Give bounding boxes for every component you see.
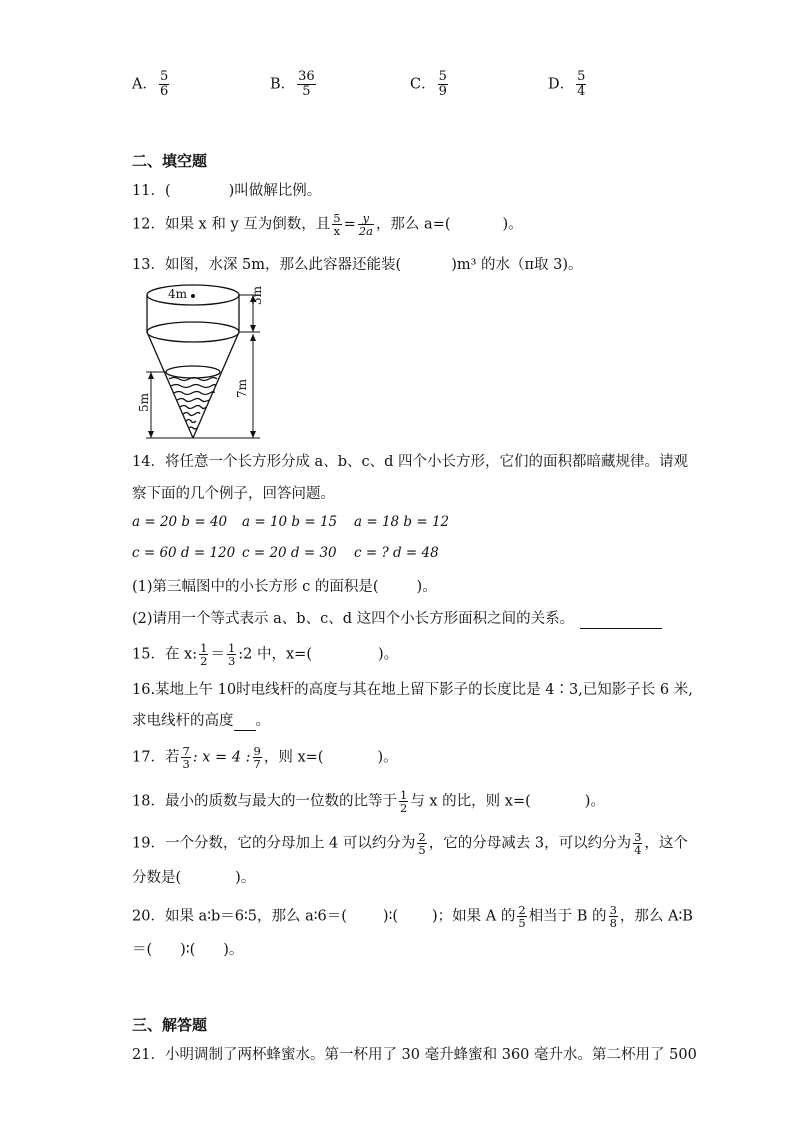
question-16-line-2: 求电线杆的高度 。 bbox=[132, 713, 270, 729]
question-14-sub-1: (1)第三幅图中的小长方形 c 的面积是( )。 bbox=[132, 579, 437, 595]
figure-label-radius: 4m bbox=[168, 287, 188, 301]
section-heading-fill-in: 二、填空题 bbox=[132, 152, 208, 170]
question-12: 12．如果 x 和 y 互为倒数，且 $\frac{5}{x}$ = $\frac{y}{2a}$ ，那么 a=( )。 bbox=[132, 211, 523, 238]
choice-a: A． $\frac{5}{6}$ bbox=[132, 69, 169, 99]
question-14-sub-2: (2)请用一个等式表示 a、b、c、d 这四个小长方形面积之间的关系。 bbox=[132, 609, 662, 629]
question-18: 18．最小的质数与最大的一位数的比等于 $\frac{1}{2}$ 与 x 的比，则 x=( )。 bbox=[132, 788, 605, 815]
question-20-line-1: 20．如果 a∶b＝6∶5，那么 a∶6＝( )∶( )；如果 A 的 $\frac{2}{5}$ 相当于 B 的 $\frac{3}{8}$ ，那么 A∶B bbox=[132, 903, 693, 930]
question-11: 11．( )叫做解比例。 bbox=[132, 183, 322, 199]
question-19-line-2: 分数是( )。 bbox=[132, 870, 256, 886]
example-2-bottom: c = 20 d = 30 bbox=[242, 545, 337, 561]
example-2-top: a = 10 b = 15 bbox=[242, 514, 338, 530]
example-3-bottom: c = ? d = 48 bbox=[354, 545, 439, 561]
example-1-top: a = 20 b = 40 bbox=[132, 514, 228, 530]
section-heading-solutions: 三、解答题 bbox=[132, 1016, 208, 1034]
container-figure bbox=[136, 282, 276, 444]
question-20-line-2: ＝( )∶( )。 bbox=[132, 942, 244, 958]
question-14-line-2: 察下面的几个例子，回答问题。 bbox=[132, 486, 335, 502]
figure-label-water-depth: 5m bbox=[137, 392, 151, 412]
example-3-top: a = 18 b = 12 bbox=[354, 514, 450, 530]
question-16-line-1: 16.某地上午 10时电线杆的高度与其在地上留下影子的长度比是 4∶3,已知影子长 6 米, bbox=[132, 682, 693, 698]
figure-label-cone-height: 7m bbox=[235, 378, 249, 398]
figure-label-cylinder-height: 3m bbox=[250, 285, 264, 305]
question-14-line-1: 14．将任意一个长方形分成 a、b、c、d 四个小长方形，它们的面积都暗藏规律。请观 bbox=[132, 454, 688, 470]
question-17: 17．若 $\frac{7}{3}$ : x = 4 : $\frac{9}{7}$ ，则 x=( )。 bbox=[132, 744, 398, 771]
question-21-line-1: 21．小明调制了两杯蜂蜜水。第一杯用了 30 毫升蜂蜜和 360 毫升水。第二杯用了 500 bbox=[132, 1047, 697, 1063]
example-1-bottom: c = 60 d = 120 bbox=[132, 545, 236, 561]
question-13: 13．如图，水深 5m，那么此容器还能装( )m³ 的水（π取 3)。 bbox=[132, 257, 583, 273]
choice-c: C． $\frac{5}{9}$ bbox=[410, 69, 447, 99]
choice-b: B． $\frac{36}{5}$ bbox=[270, 69, 315, 99]
question-19-line-1: 19．一个分数，它的分母加上 4 可以约分为 $\frac{2}{5}$ ，它的分母减去 3，可以约分为 $\frac{3}{4}$ ，这个 bbox=[132, 830, 688, 857]
choice-d: D． $\frac{5}{4}$ bbox=[548, 69, 586, 99]
question-15: 15．在 x: $\frac{1}{2}$ ＝ $\frac{1}{3}$ :2 中，x=( )。 bbox=[132, 641, 399, 668]
